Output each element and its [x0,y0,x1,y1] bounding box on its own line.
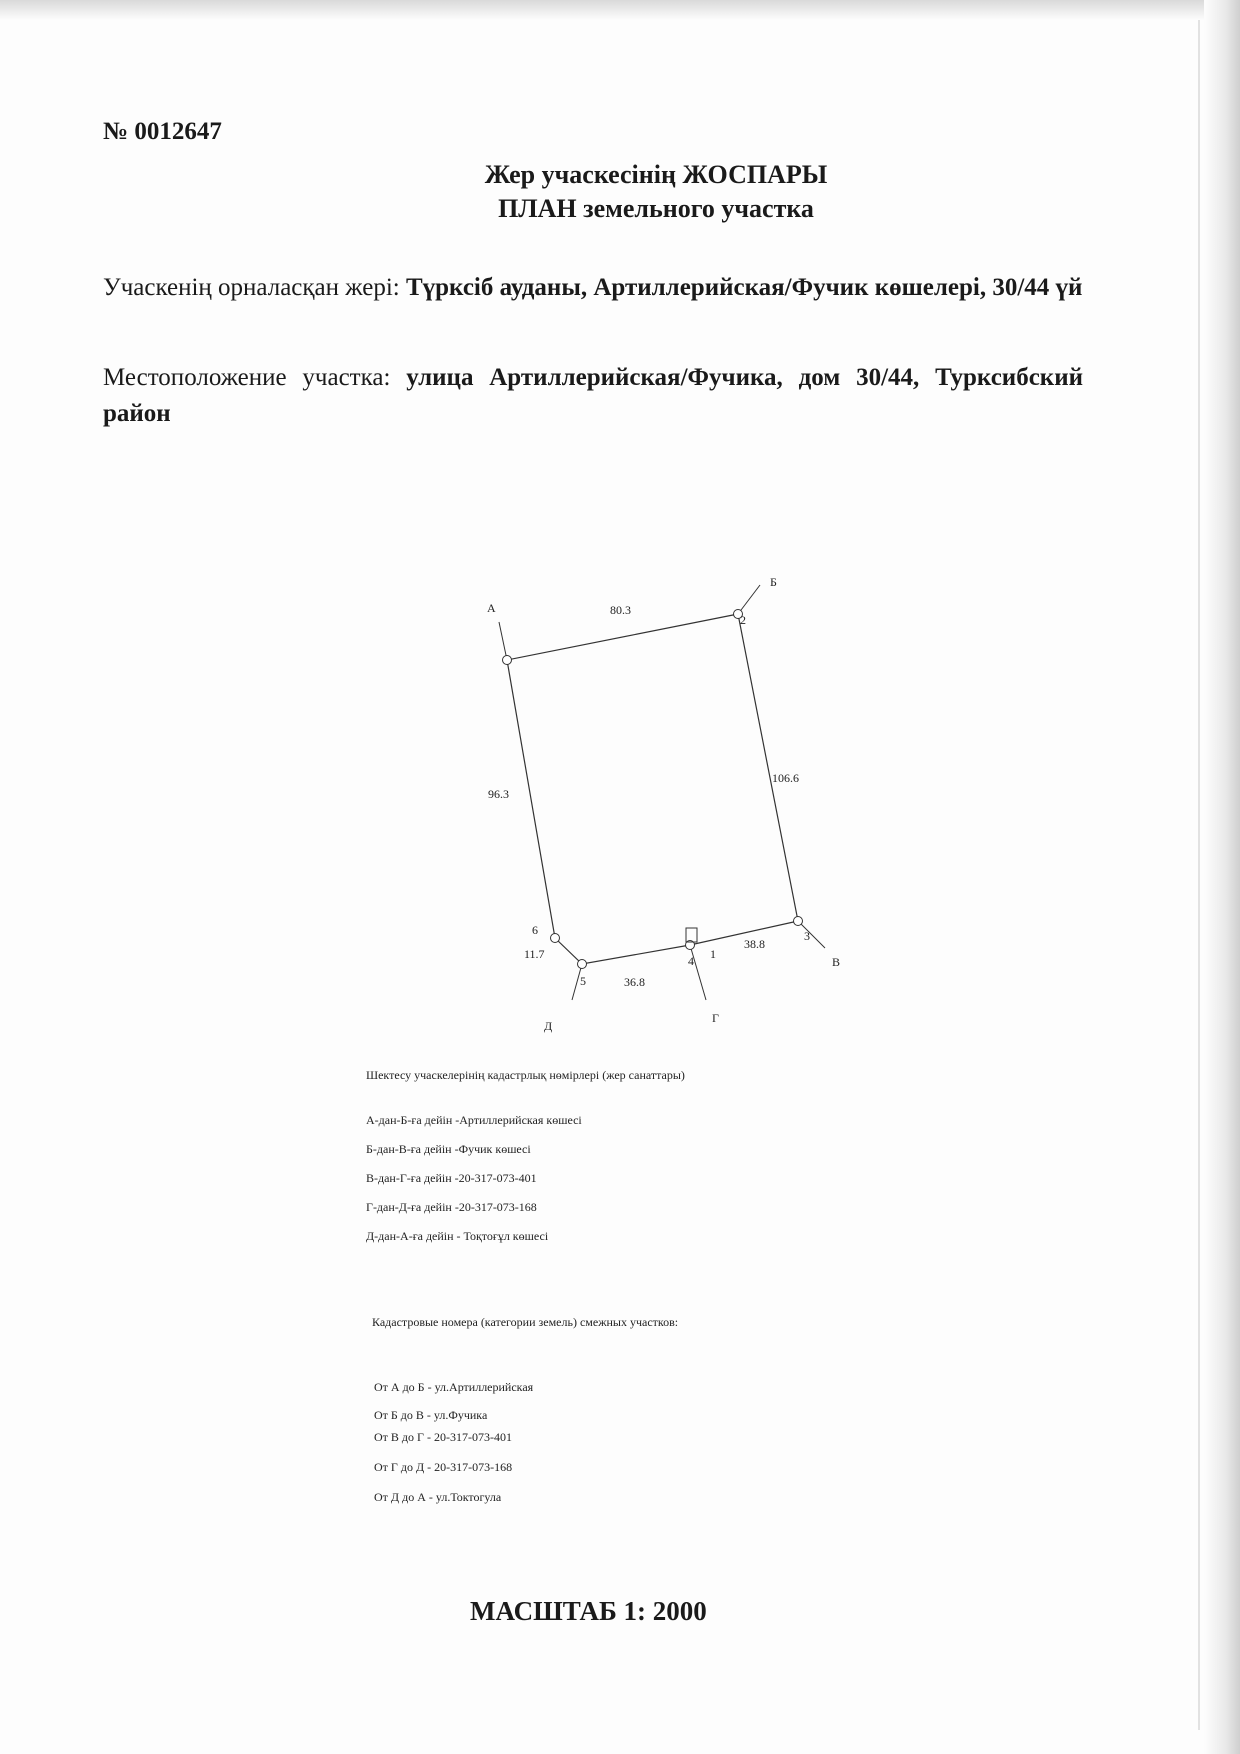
point-label-5: 5 [580,974,586,988]
location-russian-label: Местоположение участка: [103,364,391,391]
corner-label-v: В [832,955,841,969]
neighbors-russian-header: Кадастровые номера (категории земель) смежных участков: [372,1315,679,1329]
side-length-short: 11.7 [524,947,545,961]
corner-label-d: Д [544,1019,553,1033]
neighbors-kazakh-header: Шектесу учаскелерінің кадастрлық нөмірлері (жер санаттары) [366,1068,685,1082]
location-russian-value: улица Артиллерийская/Фучика, дом 30/44, Турксибский район [103,364,1084,427]
neighbors-kazakh-row: Г-дан-Д-ға дейін -20-317-073-168 [366,1200,537,1214]
point-label-1: 1 [710,947,716,961]
point-label-4: 4 [688,954,694,968]
point-marker-6 [551,934,560,943]
neighbors-russian-row: От Г до Д - 20-317-073-168 [374,1460,513,1474]
neighbors-russian-row: От Д до А - ул.Токтогула [374,1490,502,1504]
neighbors-kazakh-row: Д-дан-А-ға дейін - Тоқтоғұл көшесі [366,1229,549,1243]
tick-a [499,622,507,660]
point-label-2: 2 [740,613,746,627]
neighbors-kazakh-row: А-дан-Б-ға дейін -Артиллерийская көшесі [366,1113,582,1127]
side-length-left: 96.3 [488,787,509,801]
side-length-bottom-left: 36.8 [624,975,645,989]
corner-label-a: А [487,601,496,615]
neighbors-russian-row: От А до Б - ул.Артиллерийская [374,1380,534,1394]
location-kazakh-label: Учаскенің орналасқан жері: [103,274,400,301]
benchmark-square [686,928,697,942]
side-length-top: 80.3 [610,603,631,617]
corner-label-b: Б [770,575,777,589]
neighbors-russian-row: От Б до В - ул.Фучика [374,1408,488,1422]
title-kazakh: Жер учаскесінің ЖОСПАРЫ [484,160,828,189]
point-marker-3 [794,917,803,926]
tick-v [798,921,825,948]
tick-b [738,585,760,614]
point-label-6: 6 [532,923,538,937]
title-russian: ПЛАН земельного участка [498,194,814,223]
location-kazakh-value: Түрксіб ауданы, Артиллерийская/Фучик көшелері, 30/44 үй [405,274,1083,301]
neighbors-kazakh-row: В-дан-Г-ға дейін -20-317-073-401 [366,1171,537,1185]
neighbors-russian-row: От В до Г - 20-317-073-401 [374,1430,512,1444]
neighbors-kazakh-row: Б-дан-В-ға дейін -Фучик көшесі [366,1142,531,1156]
side-length-right: 106.6 [772,771,799,785]
point-marker-1 [503,656,512,665]
map-scale: МАСШТАБ 1: 2000 [470,1596,707,1626]
plot-boundary [507,614,798,964]
point-marker-5 [578,960,587,969]
document-number: № 0012647 [103,118,222,145]
corner-label-g: Г [712,1011,719,1025]
side-length-bottom-right: 38.8 [744,937,765,951]
point-label-3: 3 [804,929,810,943]
